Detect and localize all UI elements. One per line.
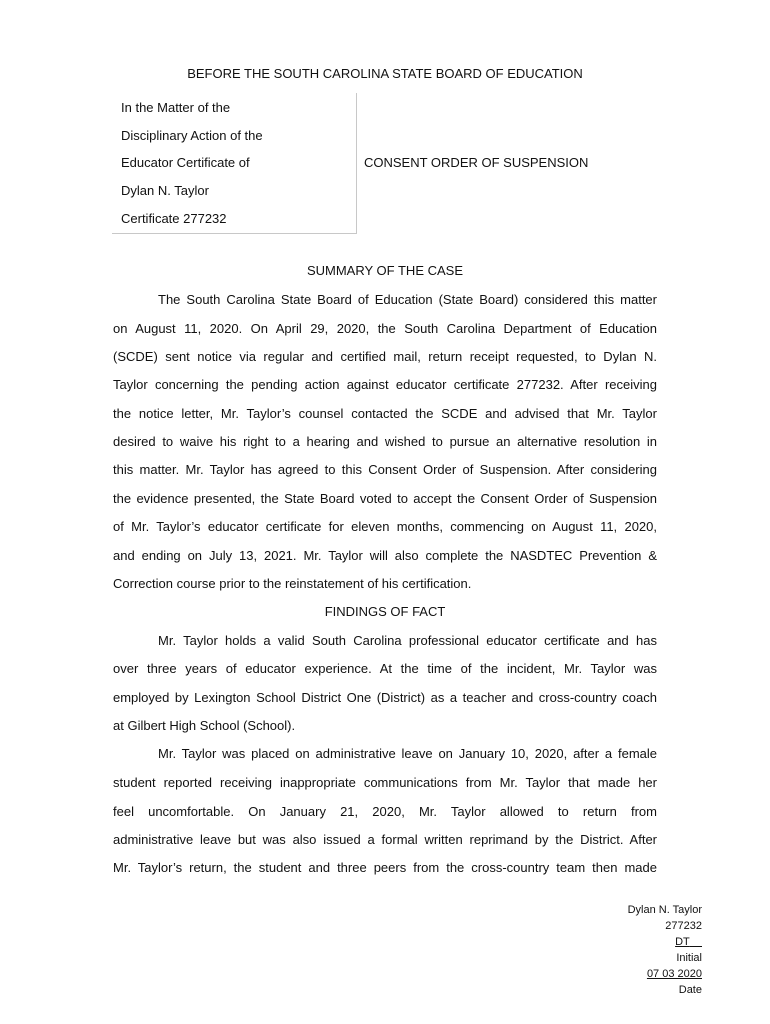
case-caption-box xyxy=(112,93,357,234)
findings-line: Mr. Taylor was placed on administrative leave on January 10, 2020, after a female xyxy=(158,746,657,761)
findings-line: over three years of educator experience. At the time of the incident, Mr. Taylor was xyxy=(113,661,657,676)
findings-heading: FINDINGS OF FACT xyxy=(324,604,446,619)
caption-line: Dylan N. Taylor xyxy=(121,183,209,198)
initials-value: DT xyxy=(675,936,690,948)
footer-certificate: 277232 xyxy=(665,920,702,932)
order-title: CONSENT ORDER OF SUSPENSION xyxy=(364,155,589,170)
summary-line: Correction course prior to the reinstatement of his certification. xyxy=(113,576,472,591)
findings-line: Mr. Taylor’s return, the student and three peers from the cross-country team then made xyxy=(113,860,657,875)
findings-line: at Gilbert High School (School). xyxy=(113,718,296,733)
caption-line: Educator Certificate of xyxy=(121,155,250,170)
summary-line: and ending on July 13, 2021. Mr. Taylor will also complete the NASDTEC Prevention & xyxy=(113,548,657,563)
footer-initials xyxy=(628,934,702,950)
summary-line: the notice letter, Mr. Taylor’s counsel contacted the SCDE and advised that Mr. Taylor xyxy=(113,406,657,421)
initials-underline-pad xyxy=(690,936,702,948)
findings-line: feel uncomfortable. On January 21, 2020, Mr. Taylor allowed to return from xyxy=(113,804,657,819)
summary-line: of Mr. Taylor’s educator certificate for eleven months, commencing on August 11, 2020, xyxy=(113,519,657,534)
caption-line: In the Matter of the xyxy=(121,100,231,115)
footer-name: Dylan N. Taylor xyxy=(627,904,702,916)
summary-line: the evidence presented, the State Board voted to accept the Consent Order of Suspension xyxy=(113,491,657,506)
footer-date-label: Date xyxy=(678,984,702,996)
findings-line: Mr. Taylor holds a valid South Carolina professional educator certificate and has xyxy=(158,633,657,648)
findings-line: administrative leave but was also issued a formal written reprimand by the District. After xyxy=(113,832,657,847)
summary-line: The South Carolina State Board of Education (State Board) considered this matter xyxy=(158,292,657,307)
caption-line: Disciplinary Action of the xyxy=(121,128,263,143)
findings-line: student reported receiving inappropriate communications from Mr. Taylor that made her xyxy=(113,775,657,790)
summary-line: on August 11, 2020. On April 29, 2020, the South Carolina Department of Education xyxy=(113,321,657,336)
document-header-title: BEFORE THE SOUTH CAROLINA STATE BOARD OF EDUCATION xyxy=(187,66,583,81)
summary-line: (SCDE) sent notice via regular and certified mail, return receipt requested, to Dylan N. xyxy=(113,349,657,364)
summary-line: desired to waive his right to a hearing and wished to pursue an alternative resolution in xyxy=(113,434,657,449)
summary-heading: SUMMARY OF THE CASE xyxy=(306,263,464,278)
caption-line: Certificate 277232 xyxy=(121,211,227,226)
initial-date-footer xyxy=(628,902,702,998)
findings-line: employed by Lexington School District One (District) as a teacher and cross-country coach xyxy=(113,690,657,705)
footer-date: 07 03 2020 xyxy=(646,968,702,980)
summary-line: this matter. Mr. Taylor has agreed to this Consent Order of Suspension. After considering xyxy=(113,462,657,477)
footer-initial-label: Initial xyxy=(676,952,702,964)
summary-line: Taylor concerning the pending action against educator certificate 277232. After receiving xyxy=(113,377,657,392)
